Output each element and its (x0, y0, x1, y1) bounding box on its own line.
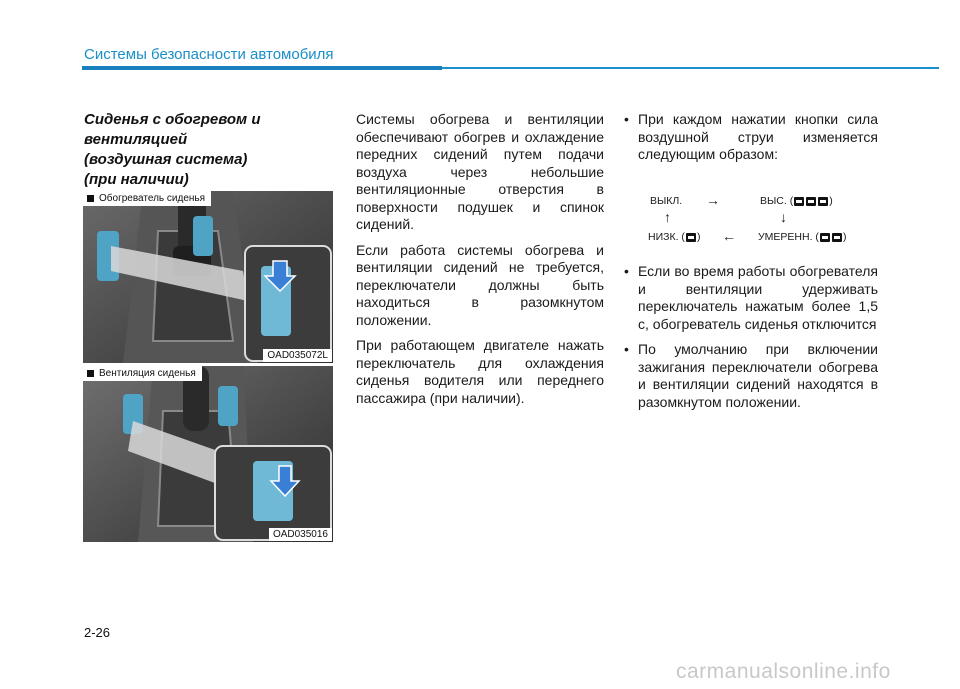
square-bullet-icon (87, 370, 94, 377)
seat-ventilation-photo (83, 366, 333, 542)
notes-column-lower (622, 263, 878, 419)
notes-column (622, 111, 878, 172)
body-paragraph: Если работа системы обогрева и вентиляции сидений не требуется, переключатели должны быть находиться в разомкнутом положении. (356, 241, 604, 328)
square-bullet-icon (87, 195, 94, 202)
bullet-icon: • (624, 263, 629, 279)
body-paragraph: Системы обогрева и вентиляции обеспечивают обогрев и охлаждение передних сидений путем подачи воздуха через небольшие вентиляционные отверстия в поверхности подушек и спинок сидений. (356, 111, 604, 232)
level-cycle-diagram (622, 191, 878, 271)
section-title: Системы безопасности автомобиля (84, 46, 334, 63)
figure-code: OAD035016 (269, 528, 332, 541)
header-rule-dark (82, 66, 442, 70)
title-line: (воздушная система) (84, 151, 248, 168)
body-paragraph: При работающем двигателе нажать переключатель для охлаждения сиденья водителя или переднего пассажира (при наличии). (356, 337, 604, 406)
list-item-text: По умолчанию при включении зажигания переключатели обогрева и вентиляции сидений находятся в разомкнутом положении. (638, 341, 878, 410)
seat-level-icon (794, 197, 804, 206)
cycle-off: ВЫКЛ. (650, 195, 683, 207)
seat-level-icon (820, 233, 830, 242)
figure-caption (83, 366, 202, 381)
figure-caption-text: Обогреватель сиденья (99, 193, 206, 204)
title-line: Сиденья с обогревом и (84, 111, 261, 128)
list-item-text: Если во время работы обогревателя и вентиляции удерживать переключатель нажатым более 1,5 с, обогреватель сиденья отключится (638, 263, 878, 332)
list-item-text: При каждом нажатии кнопки сила воздушной струи изменяется следующим образом: (638, 111, 878, 162)
seat-level-icon (806, 197, 816, 206)
list-item (622, 341, 878, 411)
console-illustration (83, 191, 333, 363)
figure-code: OAD035072L (263, 349, 332, 362)
seat-level-icon (686, 233, 696, 242)
arrow-left-icon: ← (722, 228, 736, 244)
watermark: carmanualsonline.info (676, 660, 891, 683)
cycle-high: ВЫС. ( ) (760, 195, 833, 207)
body-column (356, 111, 604, 415)
list-item (622, 263, 878, 333)
figure-caption (83, 191, 211, 206)
seat-heater-photo (83, 191, 333, 363)
bullet-icon: • (624, 111, 629, 127)
title-line: (при наличии) (84, 171, 189, 188)
title-line: вентиляцией (84, 131, 188, 148)
bullet-icon: • (624, 341, 629, 357)
arrow-right-icon: → (706, 192, 720, 208)
console-illustration (83, 366, 333, 542)
list-item (622, 111, 878, 164)
cycle-low: НИЗК. ( ) (648, 231, 701, 243)
figure-caption-text: Вентиляция сиденья (99, 368, 196, 379)
page-number: 2-26 (84, 625, 111, 640)
page-title (84, 110, 334, 190)
arrow-up-icon: ↑ (664, 209, 671, 225)
arrow-down-icon: ↓ (780, 209, 787, 225)
cycle-medium: УМЕРЕНН. ( ) (758, 231, 847, 243)
seat-level-icon (832, 233, 842, 242)
seat-level-icon (818, 197, 828, 206)
header-rule-light (442, 67, 939, 69)
